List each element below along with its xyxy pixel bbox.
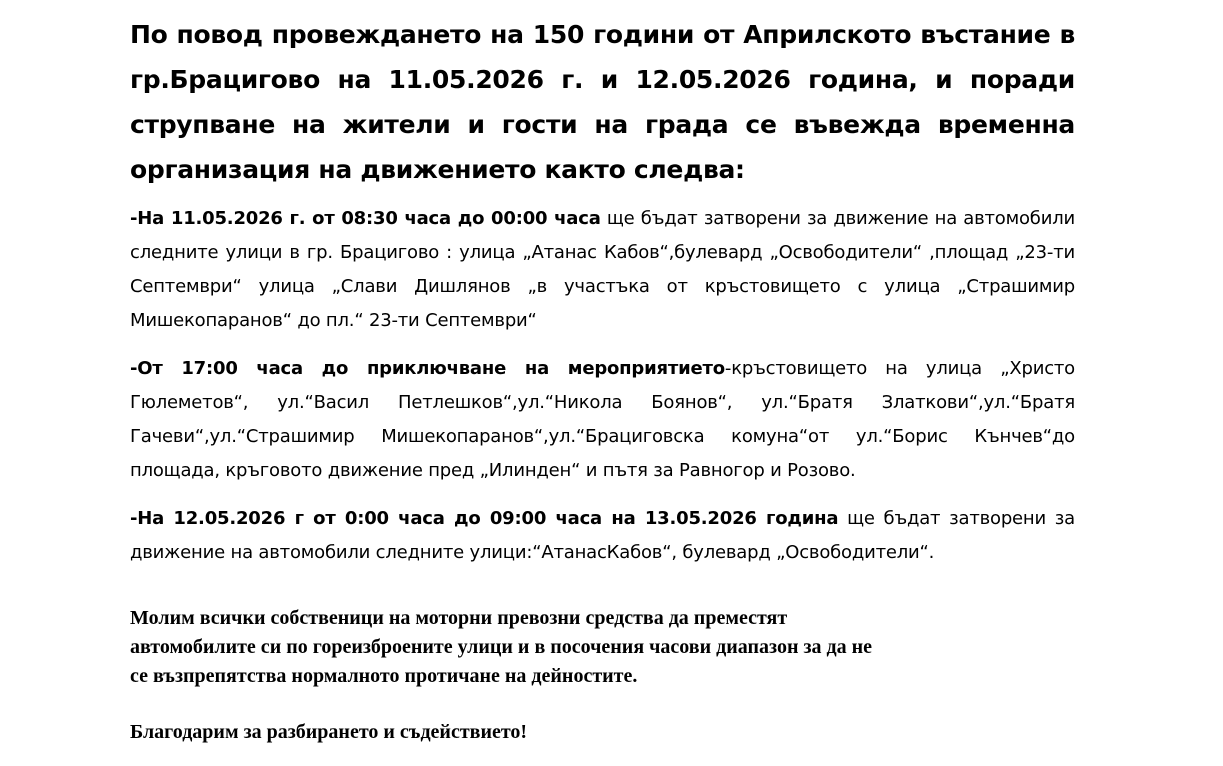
- closure-1-details: ще бъдат затворени за движение на автомобили следните улици в гр. Брацигово : улица „Атанас Кабов“,булевард „Освободители“ ,площад „23-ти Септември“ улица „Слави Дишлянов „в участъка от кръстовището с улица „Страшимир Мишекопаранов“ до пл.“ 23-ти Септември“: [130, 208, 1075, 331]
- closure-paragraph-2: [130, 352, 1075, 488]
- appeal-line: се възпрепятства нормалното протичане на дейностите.: [130, 665, 638, 687]
- appeal-line: Молим всички собственици на моторни превозни средства да преместят: [130, 607, 788, 629]
- closure-3-timeframe: -На 12.05.2026 г от 0:00 часа до 09:00 часа на 13.05.2026 година: [130, 508, 839, 529]
- closure-2-details: -кръстовището на улица „Христо Гюлеметов“, ул.“Васил Петлешков“,ул.“Никола Боянов“, ул.“Братя Златкови“,ул.“Братя Гачеви“,ул.“Страшимир Мишекопаранов“,ул.“Брацигoвска комуна“от ул.“Борис Кънчев“до площада, кръговото движение пред „Илинден“ и пътя за Равногор и Розово.: [130, 358, 1075, 481]
- thanks-line: Благодарим за разбирането и съдействието!: [130, 721, 528, 743]
- appeal-block: [130, 604, 1075, 691]
- announcement-body: [130, 12, 1075, 747]
- appeal-line: автомобилите си по гореизброените улици и в посочения часови диапазон за да не: [130, 636, 873, 658]
- closure-3-details: ще бъдат затворени за движение на автомобили следните улици:“АтанасКабов“, булевард „Освободители“.: [130, 508, 1075, 563]
- closure-paragraph-3: [130, 502, 1075, 570]
- closure-2-timeframe: -От 17:00 часа до приключване на мероприятието: [130, 358, 725, 379]
- announcement-headline: По повод провеждането на 150 години от Априлското въстание в гр.Брацигово на 11.05.2026 г. и 12.05.2026 година, и поради струпване на жители и гости на града се въвежда временна организация на движението както следва:: [130, 20, 1075, 184]
- closure-1-timeframe: -На 11.05.2026 г. от 08:30 часа до 00:00 часа: [130, 208, 601, 229]
- closure-paragraph-1: [130, 202, 1075, 338]
